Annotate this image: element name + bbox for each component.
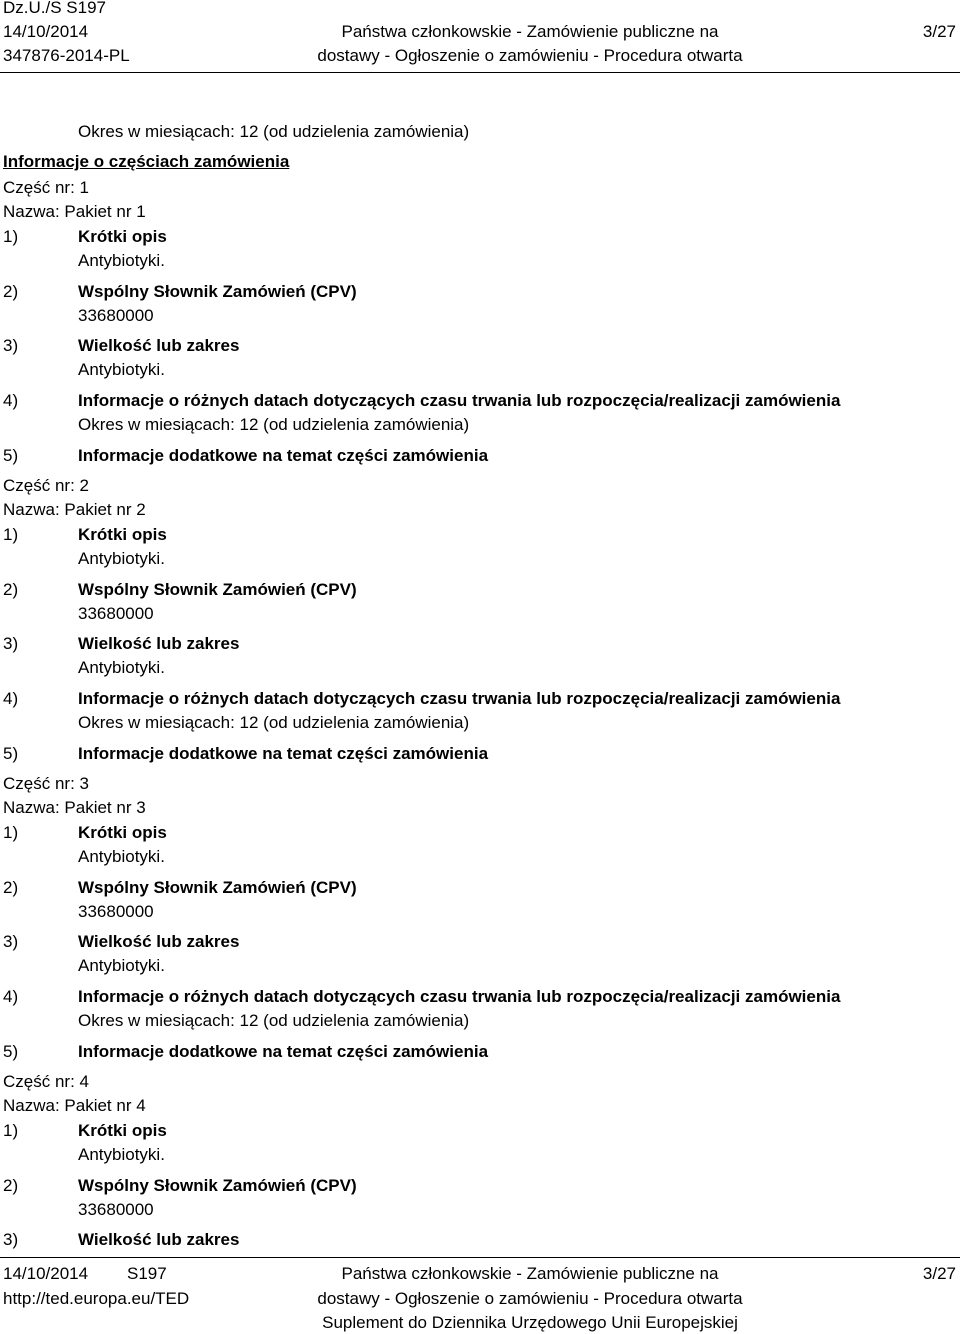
- intro-duration: Okres w miesiącach: 12 (od udzielenia zamówienia): [78, 122, 470, 141]
- lot-cpv-value: 33680000: [78, 1200, 154, 1219]
- lot-scope-value: Antybiotyki.: [78, 956, 165, 975]
- header-divider: [0, 72, 960, 73]
- header-date: 14/10/2014: [3, 22, 89, 41]
- lot-name: Nazwa: Pakiet nr 3: [3, 798, 146, 817]
- footer-page-number: 3/27: [922, 1264, 956, 1283]
- footer-title-line2: dostawy - Ogłoszenie o zamówieniu - Procedura otwarta: [317, 1289, 743, 1308]
- lot-short-desc-value: Antybiotyki.: [78, 251, 165, 270]
- lot-part-number: Część nr: 4: [3, 1072, 89, 1091]
- lot-short-desc-value: Antybiotyki.: [78, 1145, 165, 1164]
- lot-cpv-value: 33680000: [78, 306, 154, 325]
- footer-divider: [0, 1257, 960, 1258]
- lot-cpv-value: 33680000: [78, 604, 154, 623]
- footer-date: 14/10/2014: [3, 1264, 89, 1283]
- lot-scope-value: Antybiotyki.: [78, 360, 165, 379]
- footer-title-line1: Państwa członkowskie - Zamówienie publiczne na: [341, 1264, 719, 1283]
- lot-duration-value: Okres w miesiącach: 12 (od udzielenia zamówienia): [78, 713, 470, 732]
- lot-name: Nazwa: Pakiet nr 4: [3, 1096, 146, 1115]
- lot-part-number: Część nr: 2: [3, 476, 89, 495]
- lot-cpv-value: 33680000: [78, 902, 154, 921]
- header-title-line2: dostawy - Ogłoszenie o zamówieniu - Procedura otwarta: [317, 46, 743, 65]
- header-doc-id: 347876-2014-PL: [3, 46, 130, 65]
- header-title-line1: Państwa członkowskie - Zamówienie publiczne na: [341, 22, 719, 41]
- lot-part-number: Część nr: 3: [3, 774, 89, 793]
- lot-name: Nazwa: Pakiet nr 2: [3, 500, 146, 519]
- lot-name: Nazwa: Pakiet nr 1: [3, 202, 146, 221]
- footer-url[interactable]: http://ted.europa.eu/TED: [3, 1289, 190, 1308]
- lot-scope-value: Antybiotyki.: [78, 658, 165, 677]
- lot-duration-value: Okres w miesiącach: 12 (od udzielenia zamówienia): [78, 415, 470, 434]
- lot-short-desc-value: Antybiotyki.: [78, 847, 165, 866]
- lot-part-number: Część nr: 1: [3, 178, 89, 197]
- section-title: Informacje o częściach zamówienia: [3, 152, 290, 171]
- footer-title-line3: Suplement do Dziennika Urzędowego Unii Europejskiej: [322, 1313, 738, 1332]
- footer-issue: S197: [127, 1264, 167, 1283]
- lot-short-desc-value: Antybiotyki.: [78, 549, 165, 568]
- lot-duration-value: Okres w miesiącach: 12 (od udzielenia zamówienia): [78, 1011, 470, 1030]
- journal-ref: Dz.U./S S197: [3, 0, 106, 17]
- header-page-number: 3/27: [922, 22, 956, 41]
